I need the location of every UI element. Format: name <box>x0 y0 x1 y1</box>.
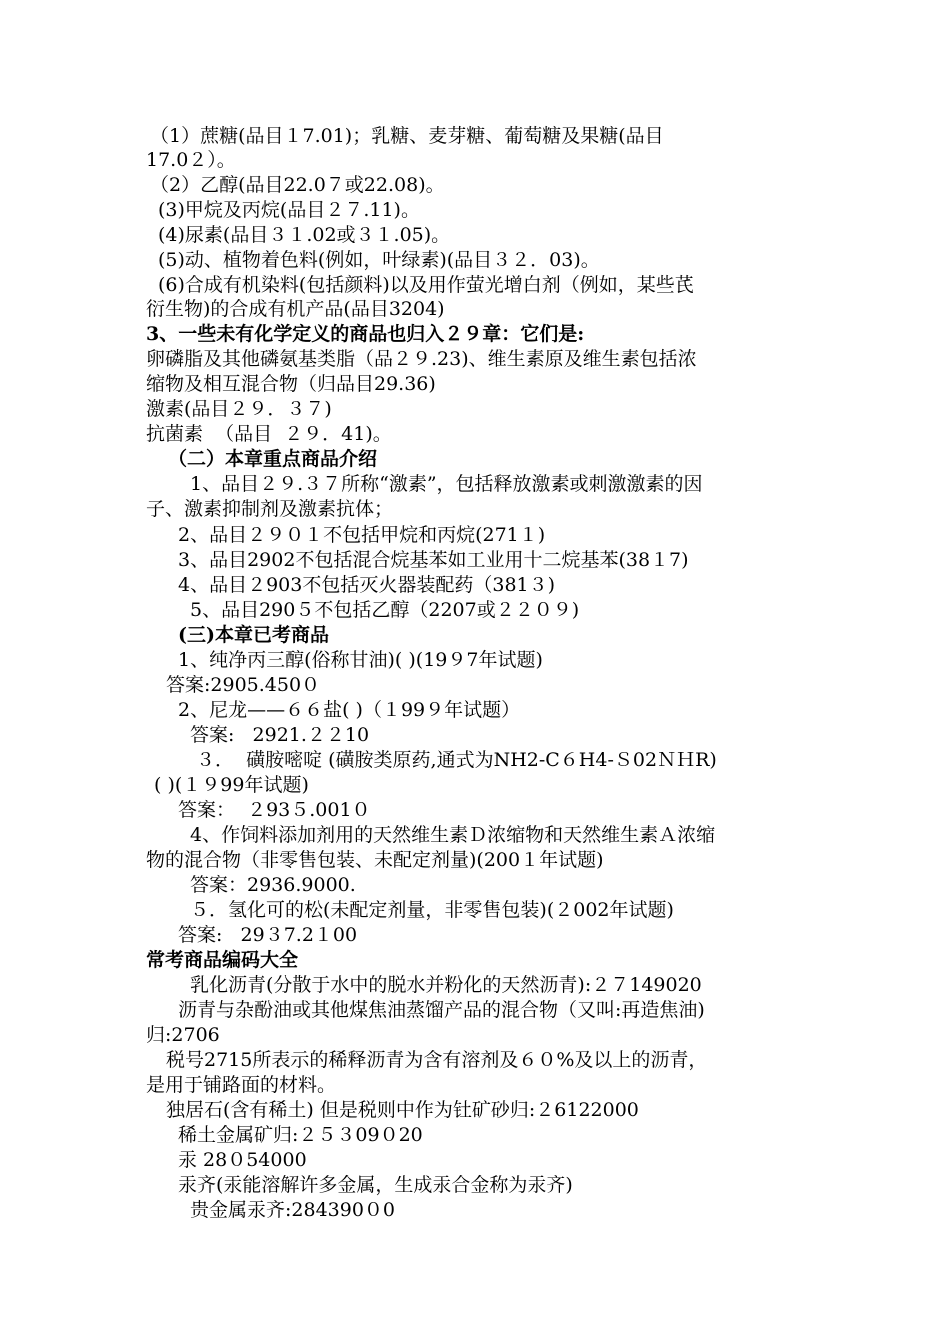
text-line-3: （2）乙醇(品目22.0７或22.08)。 <box>150 174 445 196</box>
text-line-35: 乳化沥青(分散于水中的脱水并粉化的天然沥青):２７149020 <box>190 974 702 996</box>
text-line-42: 汞 28０54000 <box>178 1149 307 1171</box>
answer-line-4: 答案：2936.9000. <box>190 874 356 896</box>
text-line-41: 稀土金属矿归:２５３09０20 <box>178 1124 423 1146</box>
text-line-19: 4、品目２903不包括灭火器装配药（381３) <box>178 574 556 596</box>
text-line-38: 税号2715所表示的稀释沥青为含有溶剂及６０%及以上的沥青， <box>166 1049 708 1071</box>
text-line-13: 抗菌素 （品目 ２９．41)。 <box>146 423 392 445</box>
text-line-17: 2、品目２９０１不包括甲烷和丙烷(271１) <box>178 524 546 546</box>
text-line-5: (4)尿素(品目３１.02或３１.05)。 <box>158 224 451 246</box>
answer-line-1: 答案:2905.450０ <box>166 674 321 696</box>
text-line-2: 17.0２）。 <box>146 149 236 171</box>
section-heading-tested-products: (三)本章已考商品 <box>178 624 329 646</box>
section-heading-3: 3、一些未有化学定义的商品也归入２９章：它们是: <box>146 323 585 345</box>
answer-line-5: 答案: 29３7.2１00 <box>178 924 358 946</box>
answer-line-3: 答案： ２93５.001０ <box>178 799 371 821</box>
text-line-18: 3、品目2902不包括混合烷基苯如工业用十二烷基苯(38１7) <box>178 549 689 571</box>
text-line-12: 激素(品目２９．３７) <box>146 398 332 420</box>
text-line-16: 子、激素抑制剂及激素抗体； <box>146 498 394 520</box>
text-line-30: 物的混合物（非零售包装、未配定剂量)(200１年试题) <box>146 849 604 871</box>
text-line-10: 卵磷脂及其他磷氨基类脂（品２９.23)、维生素原及维生素包括浓 <box>146 348 697 370</box>
section-heading-key-products: （二）本章重点商品介绍 <box>168 448 378 470</box>
text-line-24: 2、尼龙——６６盐( )（１99９年试题） <box>178 699 521 721</box>
text-line-27: ( )(１９99年试题) <box>154 774 309 796</box>
text-line-26: ３． 磺胺嘧啶 (磺胺类原药,通式为NH2-C６H4-Ｓ02ＮＨR) <box>196 749 717 771</box>
text-line-39: 是用于铺路面的材料。 <box>146 1074 337 1096</box>
text-line-11: 缩物及相互混合物（归品目29.36) <box>146 373 436 395</box>
text-line-4: (3)甲烷及丙烷(品目２７.11)。 <box>158 199 420 221</box>
text-line-36: 沥青与杂酚油或其他煤焦油蒸馏产品的混合物（又叫:再造焦油) <box>178 999 705 1021</box>
text-line-40: 独居石(含有稀土) 但是税则中作为钍矿砂归:２6122000 <box>166 1099 639 1121</box>
text-line-32: ５．氢化可的松(未配定剂量，非零售包装)(２002年试题) <box>190 899 674 921</box>
text-line-43: 汞齐(汞能溶解许多金属，生成汞合金称为汞齐) <box>178 1174 573 1196</box>
text-line-22: 1、纯净丙三醇(俗称甘油)( )(19９7年试题) <box>178 649 543 671</box>
answer-line-2: 答案: 2921.２２10 <box>190 724 370 746</box>
text-line-29: 4、作饲料添加剂用的天然维生素Ｄ浓缩物和天然维生素Ａ浓缩 <box>190 824 716 846</box>
text-line-20: 5、品目290５不包括乙醇（2207或２２０９) <box>190 599 580 621</box>
text-line-8: 衍生物)的合成有机产品(品目3204) <box>146 298 445 320</box>
text-line-15: 1、品目２９.３７所称“激素”，包括释放激素或刺激激素的因 <box>190 473 703 495</box>
text-line-7: (6)合成有机染料(包括颜料)以及用作萤光增白剂（例如，某些芪 <box>158 274 694 296</box>
section-heading-common-codes: 常考商品编码大全 <box>146 949 299 971</box>
text-line-44: 贵金属汞齐:284390０0 <box>190 1199 396 1221</box>
text-line-1: （1）蔗糖(品目１7.01)；乳糖、麦芽糖、葡萄糖及果糖(品目 <box>150 125 664 147</box>
text-line-6: (5)动、植物着色料(例如，叶绿素)(品目３２．03)。 <box>158 249 600 271</box>
text-line-37: 归:2706 <box>146 1024 220 1046</box>
